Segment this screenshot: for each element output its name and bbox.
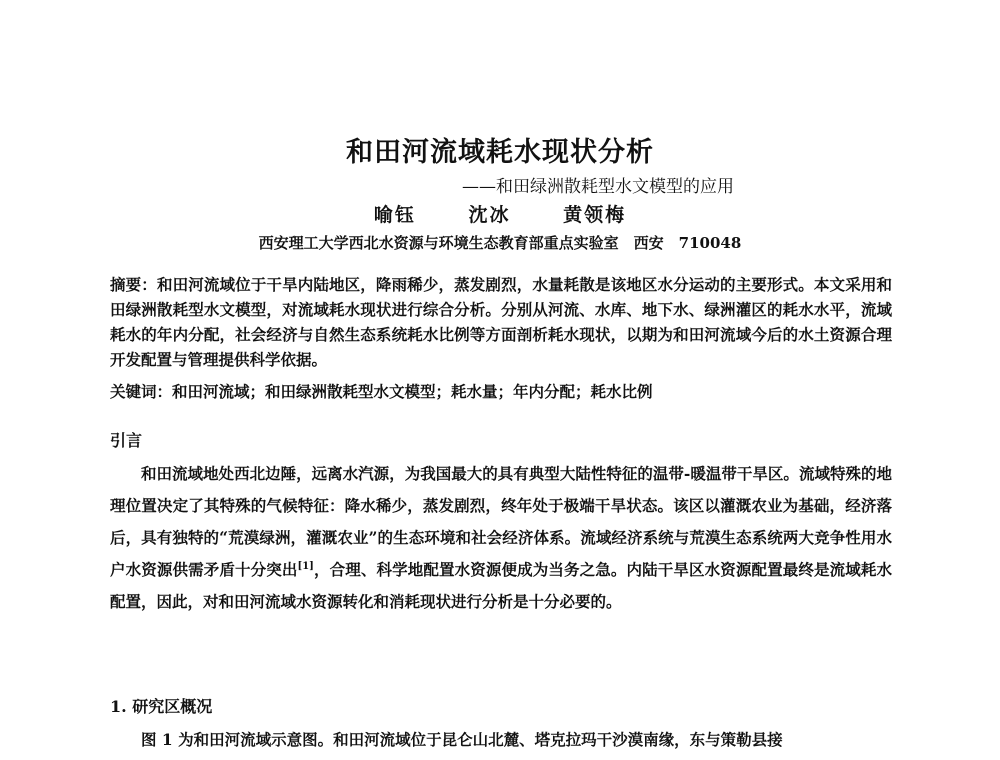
- intro-text-part2: ，合理、科学地配置水资源便成为当务之急。内陆干旱区水资源配置最终是流域耗水配置，因此，对和田河流域水资源转化和消耗现状进行分析是十分必要的。: [110, 560, 892, 611]
- abstract-label: 摘要：: [110, 275, 157, 294]
- author-name: 沈冰: [468, 204, 511, 226]
- keywords: [110, 380, 892, 402]
- author-affiliation: 西安理工大学西北水资源与环境生态教育部重点实验室 西安 710048: [258, 234, 742, 252]
- intro-text-part1: 和田流域地处西北边陲，远离水汽源，为我国最大的具有典型大陆性特征的温带-暖温带干旱区。流域特殊的地理位置决定了其特殊的气候特征：降水稀少，蒸发剧烈，终年处于极端干旱状态。该区以灌溉农业为基础，经济落后，具有独特的“荒漠绿洲，灌溉农业”的生态环境和社会经济体系。流域经济系统与荒漠生态系统两大竞争性用水户水资源供需矛盾十分突出: [110, 464, 892, 579]
- abstract-text: 和田河流域位于干旱内陆地区，降雨稀少，蒸发剧烈，水量耗散是该地区水分运动的主要形式。本文采用和田绿洲散耗型水文模型，对流域耗水现状进行综合分析。分别从河流、水库、地下水、绿洲灌区的耗水水平，流域耗水的年内分配，社会经济与自然生态系统耗水比例等方面剖析耗水现状，以期为和田河流域今后的水土资源合理开发配置与管理提供科学依据。: [110, 275, 892, 369]
- author-name: 黄领梅: [563, 204, 627, 226]
- author-list: [0, 200, 1000, 227]
- paper-title: 和田河流域耗水现状分析: [346, 137, 654, 168]
- paper-subtitle: ——和田绿洲散耗型水文模型的应用: [462, 177, 734, 197]
- citation-ref: [1]: [297, 560, 314, 572]
- study-area-paragraph: 图 1 为和田河流域示意图。和田河流域位于昆仑山北麓、塔克拉玛干沙漠南缘，东与策勒县接: [141, 730, 783, 749]
- introduction-paragraph: [110, 458, 892, 618]
- section-heading-introduction: 引言: [110, 431, 143, 450]
- keywords-label: 关键词：: [110, 382, 173, 401]
- author-name: 喻钰: [373, 204, 416, 226]
- abstract: [110, 272, 892, 372]
- section-heading-study-area: 1. 研究区概况: [110, 697, 213, 716]
- keywords-text: 和田河流域；和田绿洲散耗型水文模型；耗水量；年内分配；耗水比例: [172, 382, 653, 401]
